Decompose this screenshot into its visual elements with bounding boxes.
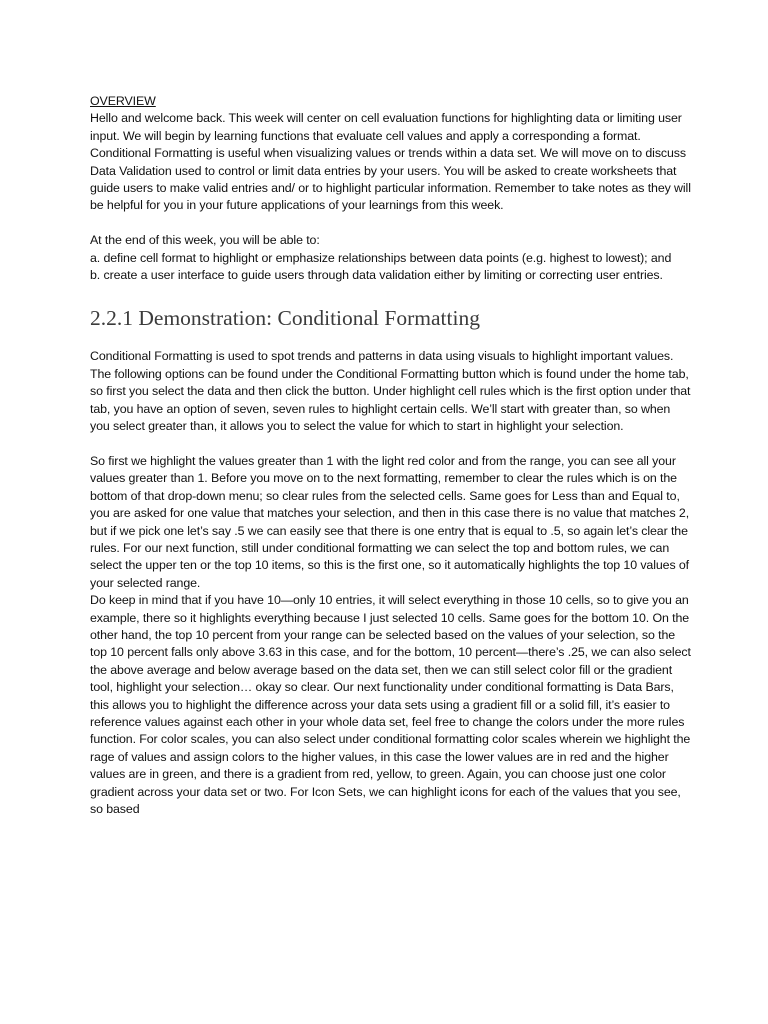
- paragraph-spacer: [90, 435, 692, 452]
- objective-b: b. create a user interface to guide users through data validation either by limiting or correcting user entries.: [90, 268, 663, 283]
- section-heading: 2.2.1 Demonstration: Conditional Formatting: [90, 306, 480, 331]
- section-paragraph-1: Conditional Formatting is used to spot trends and patterns in data using visuals to highlight important values. The following options can be found under the Conditional Formatting button which is found under the home tab, so first you select the data and then click the button. Under highlight cell rules which is the first option under that tab, you have an option of seven, seven rules to highlight certain cells. We’ll start with greater than, so when you select greater than, it allows you to select the value for which to start in highlight your selection.: [90, 349, 691, 434]
- objectives-intro: At the end of this week, you will be able to:: [90, 233, 320, 248]
- objective-a: a. define cell format to highlight or emphasize relationships between data points (e.g. highest to lowest); and: [90, 250, 672, 265]
- overview-intro-paragraph: Hello and welcome back. This week will center on cell evaluation functions for highlighting data or limiting user input. We will begin by learning functions that evaluate cell values and apply a corresponding a format. Conditional Formatting is useful when visualizing values or trends within a data set. We will move on to discuss Data Validation used to control or limit data entries by your users. You will be asked to create worksheets that guide users to make valid entries and/ or to highlight particular information. Remember to take notes as they will be helpful for you in your future applications of your learnings from this week.: [90, 111, 691, 213]
- overview-heading: OVERVIEW: [90, 94, 156, 108]
- paragraph-spacer: [90, 215, 692, 232]
- document-page: [90, 93, 692, 818]
- section-paragraph-2: So first we highlight the values greater than 1 with the light red color and from the range, you can see all your values greater than 1. Before you move on to the next formatting, remember to clear the rules which is on the bottom of that drop-down menu; so clear rules from the selected cells. Same goes for Less than and Equal to, you are asked for one value that matches your selection, and then in this case there is no value that matches 2, but if we pick one let’s say .5 we can easily see that there is one entry that is equal to .5, so again let’s clear the rules. For our next function, still under conditional formatting we can select the top and bottom rules, we can select the upper ten or the top 10 items, so this is the first one, so it automatically highlights the top 10 values of your selected range.: [90, 453, 690, 590]
- section-paragraph-3: Do keep in mind that if you have 10—only 10 entries, it will select everything in those 10 cells, so to give you an example, there so it highlights everything because I just selected 10 cells. Same goes for the bottom 10. On the other hand, the top 10 percent from your range can be selected based on the values of your selection, so the top 10 percent falls only above 3.63 in this case, and for the bottom, 10 percent—there’s .25, we can also select the above average and below average based on the data set, then we can still select color fill or the gradient tool, highlight your selection… okay so clear. Our next functionality under conditional formatting is Data Bars, this allows you to highlight the difference across your data sets using a gradient fill or a solid fill, it’s easier to reference values against each other in your whole data set, feel free to change the colors under the more rules function. For color scales, you can also select under conditional formatting color scales wherein we highlight the rage of values and assign colors to the higher values, in this case the lower values are in red and the higher values are in green, and there is a gradient from red, yellow, to green. Again, you can choose just one color gradient across your data set or two. For Icon Sets, we can highlight icons for each of the values that you see, so based: [90, 593, 691, 816]
